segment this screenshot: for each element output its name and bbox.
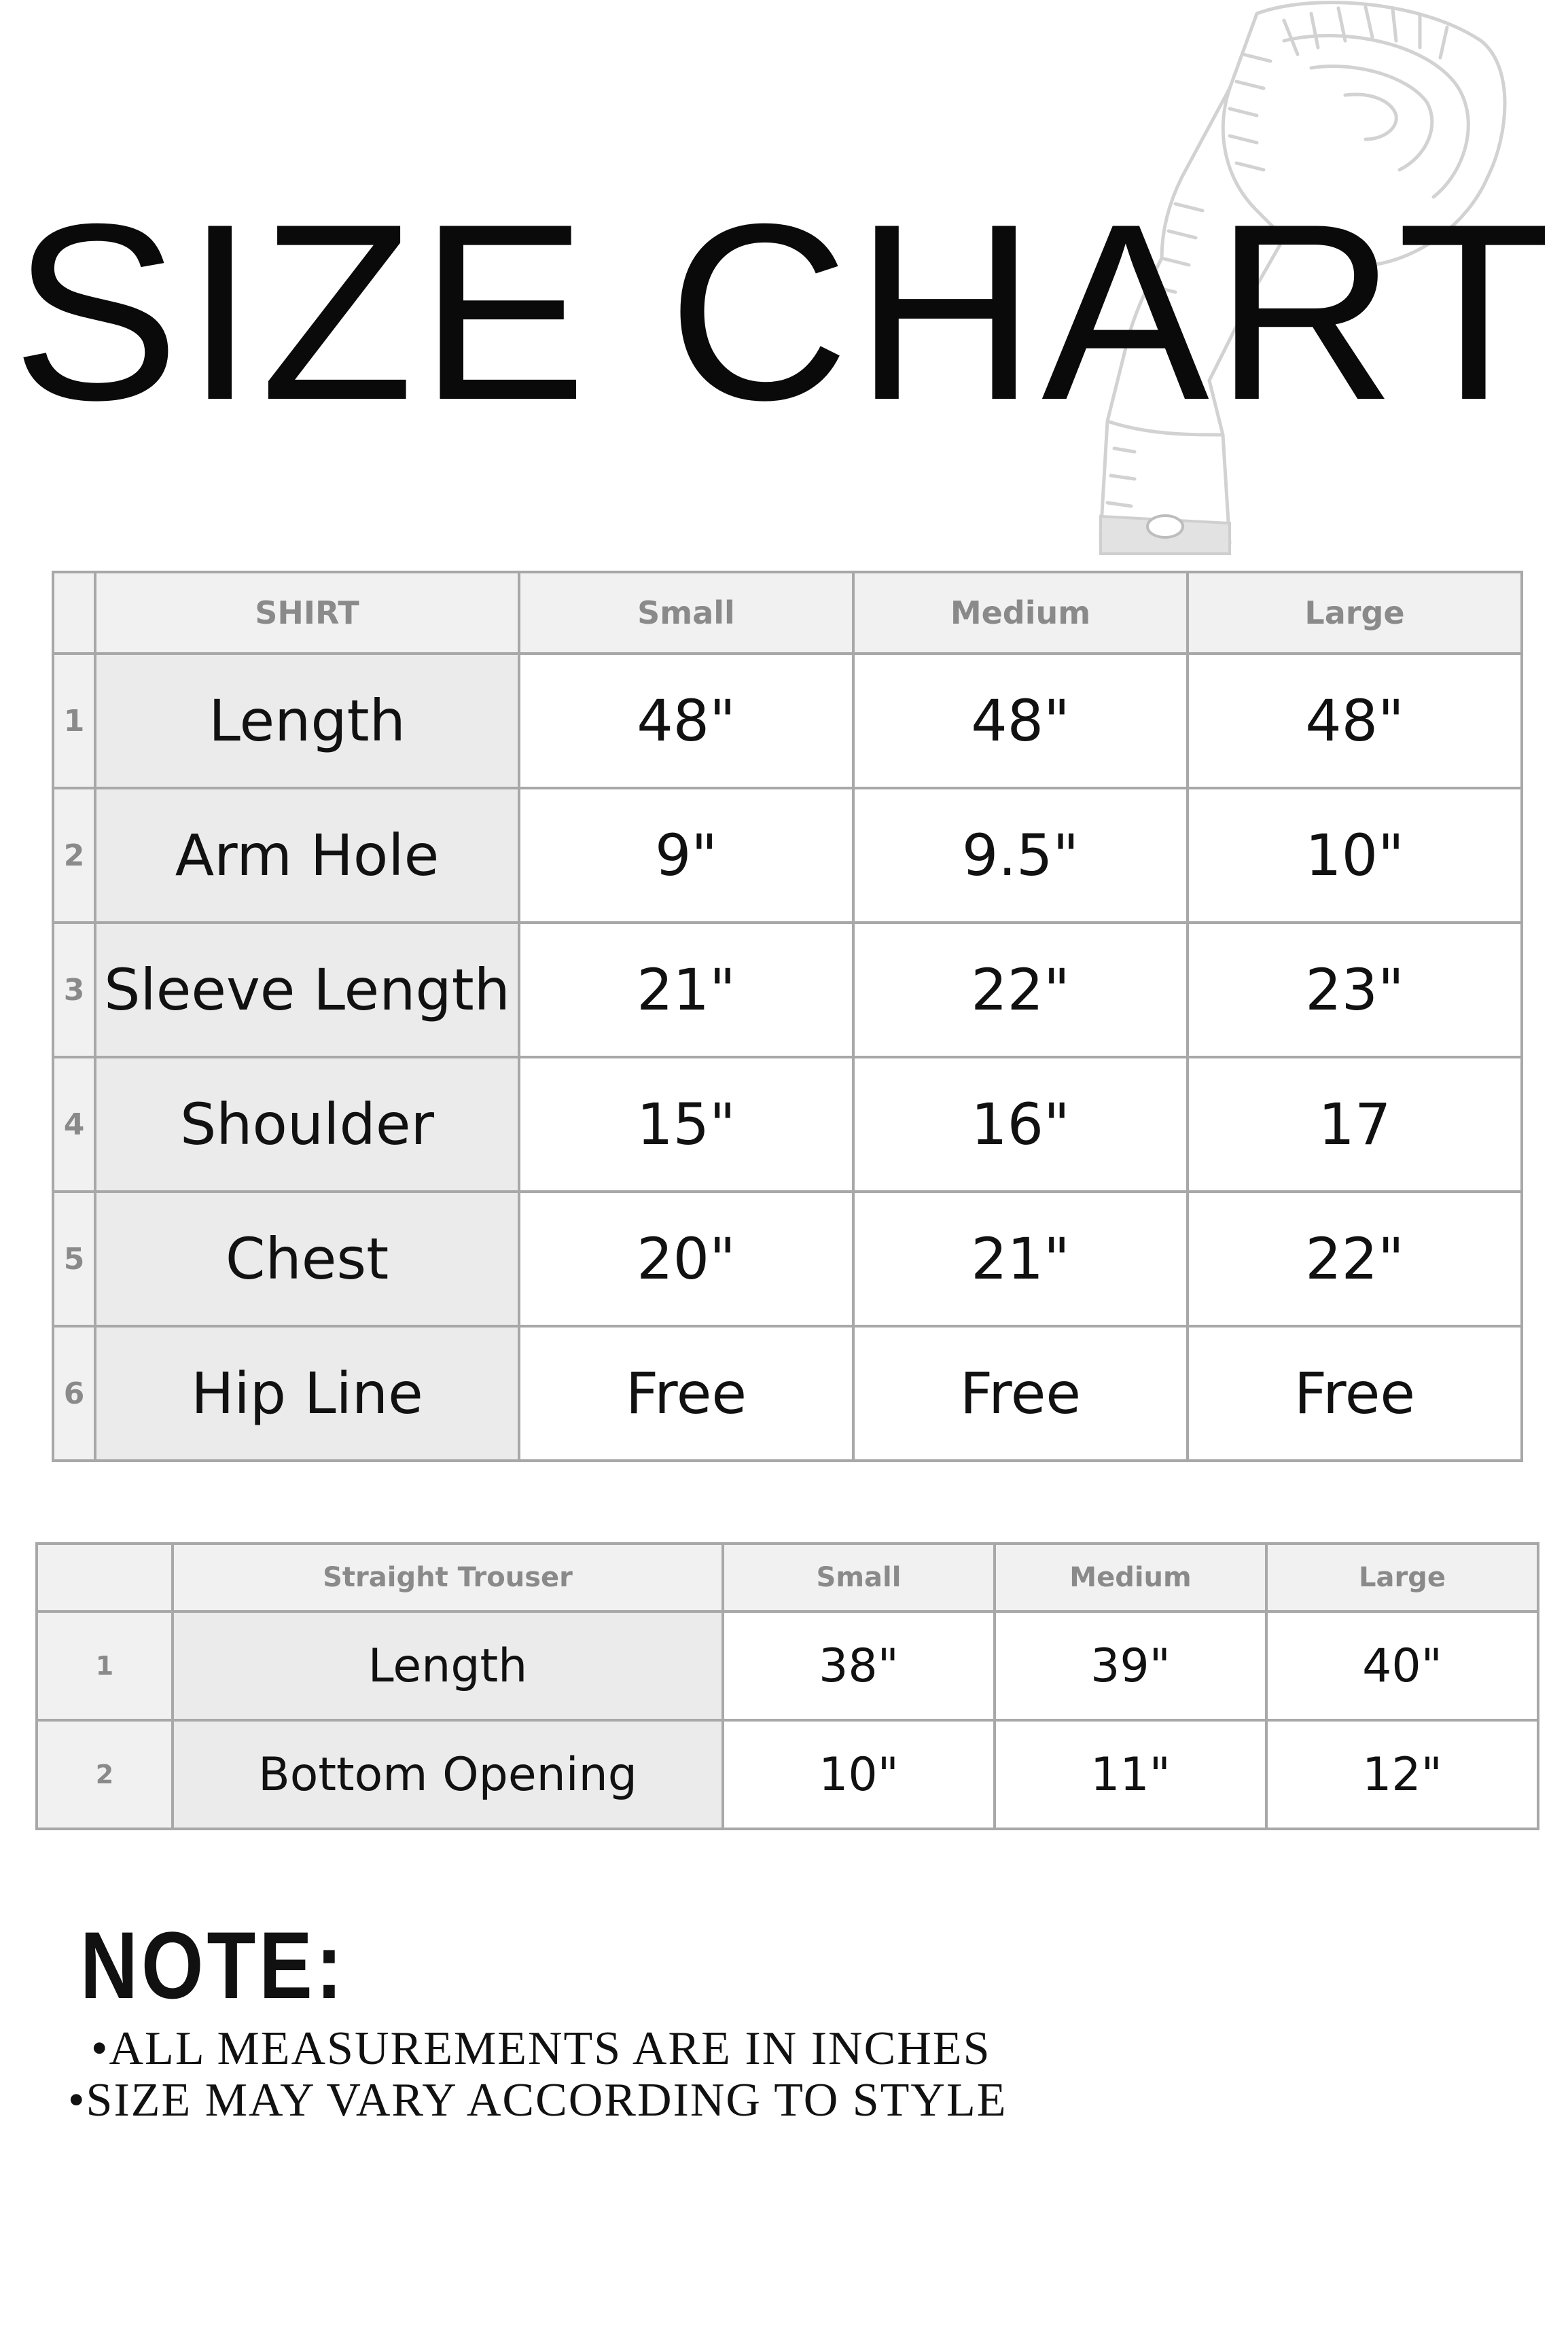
- value-small: Free: [519, 1326, 853, 1461]
- row-index: 1: [53, 654, 95, 788]
- table-row: [53, 1326, 1522, 1461]
- header-small: Small: [519, 572, 853, 654]
- header-garment: SHIRT: [95, 572, 519, 654]
- measurement-name: Bottom Opening: [173, 1720, 723, 1829]
- value-large: 23": [1188, 923, 1522, 1057]
- header-small: Small: [723, 1544, 995, 1611]
- row-index: 6: [53, 1326, 95, 1461]
- header-medium: Medium: [853, 572, 1188, 654]
- value-medium: 22": [853, 923, 1188, 1057]
- table-row: [37, 1611, 1538, 1720]
- value-small: 15": [519, 1057, 853, 1192]
- measurement-name: Shoulder: [95, 1057, 519, 1192]
- note-title: NOTE:: [80, 1912, 346, 2018]
- value-small: 38": [723, 1611, 995, 1720]
- table-row: [53, 654, 1522, 788]
- measurement-name: Sleeve Length: [95, 923, 519, 1057]
- table-header-row: [53, 572, 1522, 654]
- header-index: [37, 1544, 173, 1611]
- value-large: Free: [1188, 1326, 1522, 1461]
- header-garment: Straight Trouser: [173, 1544, 723, 1611]
- value-medium: Free: [853, 1326, 1188, 1461]
- header-large: Large: [1188, 572, 1522, 654]
- table-header-row: [37, 1544, 1538, 1611]
- measurement-name: Hip Line: [95, 1326, 519, 1461]
- measurement-name: Length: [173, 1611, 723, 1720]
- row-index: 5: [53, 1192, 95, 1326]
- row-index: 3: [53, 923, 95, 1057]
- value-small: 20": [519, 1192, 853, 1326]
- value-medium: 48": [853, 654, 1188, 788]
- note-line: •ALL MEASUREMENTS ARE IN INCHES: [91, 2023, 991, 2075]
- header-medium: Medium: [995, 1544, 1266, 1611]
- value-small: 10": [723, 1720, 995, 1829]
- value-medium: 16": [853, 1057, 1188, 1192]
- header-large: Large: [1266, 1544, 1538, 1611]
- value-medium: 39": [995, 1611, 1266, 1720]
- row-index: 1: [37, 1611, 173, 1720]
- value-large: 48": [1188, 654, 1522, 788]
- shirt-size-table: [52, 571, 1523, 1462]
- value-large: 22": [1188, 1192, 1522, 1326]
- table-row: [53, 788, 1522, 923]
- value-large: 40": [1266, 1611, 1538, 1720]
- trouser-size-table: [35, 1542, 1539, 1830]
- value-medium: 9.5": [853, 788, 1188, 923]
- measurement-name: Chest: [95, 1192, 519, 1326]
- table-row: [53, 1192, 1522, 1326]
- value-small: 21": [519, 923, 853, 1057]
- value-large: 17: [1188, 1057, 1522, 1192]
- row-index: 2: [53, 788, 95, 923]
- measurement-name: Arm Hole: [95, 788, 519, 923]
- table-row: [53, 923, 1522, 1057]
- note-line: •SIZE MAY VARY ACCORDING TO STYLE: [68, 2074, 1008, 2126]
- value-medium: 11": [995, 1720, 1266, 1829]
- measurement-name: Length: [95, 654, 519, 788]
- value-small: 9": [519, 788, 853, 923]
- table-row: [37, 1720, 1538, 1829]
- row-index: 2: [37, 1720, 173, 1829]
- page-title: SIZE CHART: [12, 172, 1556, 452]
- value-medium: 21": [853, 1192, 1188, 1326]
- header-index: [53, 572, 95, 654]
- value-small: 48": [519, 654, 853, 788]
- value-large: 12": [1266, 1720, 1538, 1829]
- table-row: [53, 1057, 1522, 1192]
- row-index: 4: [53, 1057, 95, 1192]
- value-large: 10": [1188, 788, 1522, 923]
